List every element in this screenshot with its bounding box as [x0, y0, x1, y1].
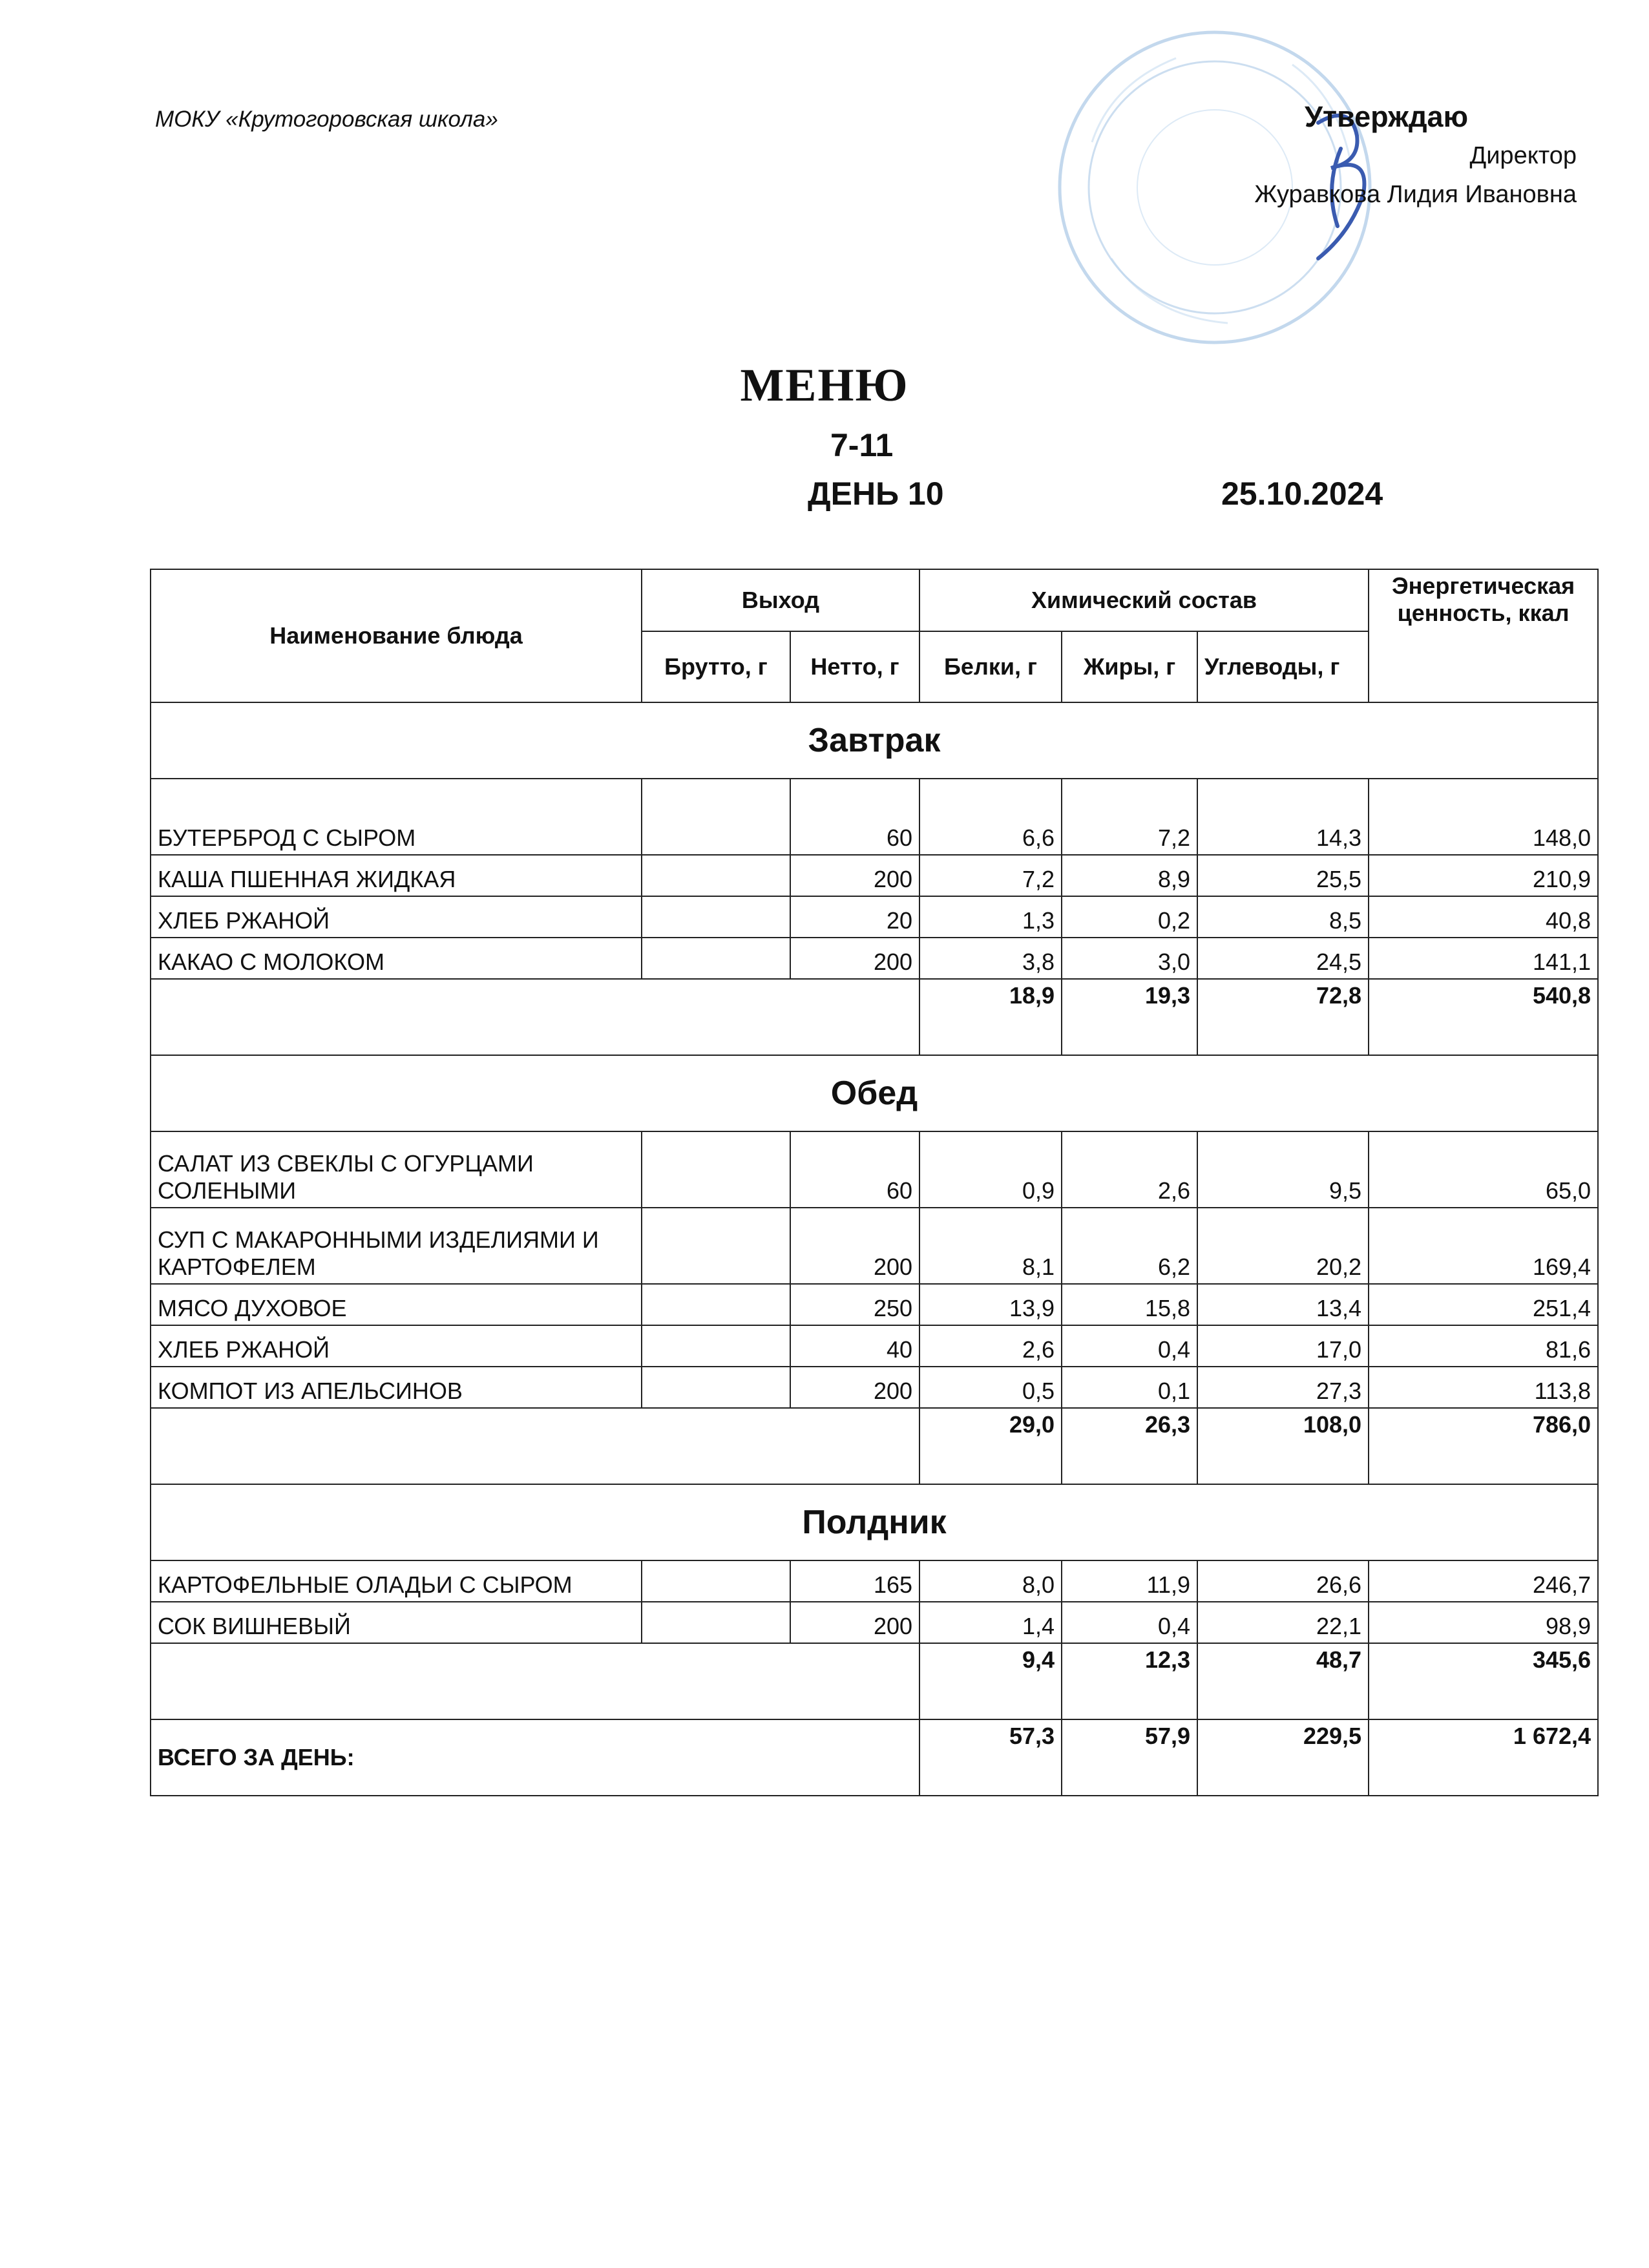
- carbs-cell: 17,0: [1197, 1325, 1369, 1367]
- energy-cell: 65,0: [1369, 1131, 1598, 1208]
- protein-cell: 2,6: [919, 1325, 1062, 1367]
- energy-cell: 210,9: [1369, 855, 1598, 896]
- energy-cell: 148,0: [1369, 779, 1598, 855]
- dish-name: СОК ВИШНЕВЫЙ: [151, 1602, 642, 1643]
- brutto-cell: [642, 1284, 790, 1325]
- director-role: Директор: [1469, 142, 1577, 169]
- brutto-cell: [642, 896, 790, 938]
- netto-cell: 165: [790, 1560, 919, 1602]
- header-chemical: Химический состав: [919, 569, 1369, 631]
- header-fat: Жиры, г: [1062, 631, 1197, 702]
- netto-cell: 20: [790, 896, 919, 938]
- dish-name: ХЛЕБ РЖАНОЙ: [151, 896, 642, 938]
- brutto-cell: [642, 1560, 790, 1602]
- brutto-cell: [642, 938, 790, 979]
- protein-cell: 13,9: [919, 1284, 1062, 1325]
- brutto-cell: [642, 1367, 790, 1408]
- table-row: [151, 1208, 1598, 1284]
- total-label: [151, 1408, 919, 1484]
- protein-cell: 1,4: [919, 1602, 1062, 1643]
- fat-cell: 0,4: [1062, 1325, 1197, 1367]
- menu-date: 25.10.2024: [1221, 476, 1383, 512]
- energy-cell: 40,8: [1369, 896, 1598, 938]
- table-row: [151, 1325, 1598, 1367]
- section-row: [151, 702, 1598, 779]
- dish-name: СУП С МАКАРОННЫМИ ИЗДЕЛИЯМИ И КАРТОФЕЛЕМ: [151, 1208, 642, 1284]
- dish-name: ХЛЕБ РЖАНОЙ: [151, 1325, 642, 1367]
- netto-cell: 200: [790, 1367, 919, 1408]
- header-netto: Нетто, г: [790, 631, 919, 702]
- netto-cell: 40: [790, 1325, 919, 1367]
- table-row: [151, 896, 1598, 938]
- energy-cell: 98,9: [1369, 1602, 1598, 1643]
- section-row: [151, 1055, 1598, 1131]
- dish-name: КОМПОТ ИЗ АПЕЛЬСИНОВ: [151, 1367, 642, 1408]
- menu-table: [150, 569, 1599, 1796]
- netto-cell: 60: [790, 779, 919, 855]
- brutto-cell: [642, 779, 790, 855]
- approval-label: Утверждаю: [1305, 100, 1468, 133]
- netto-cell: 60: [790, 1131, 919, 1208]
- total-protein: 9,4: [919, 1643, 1062, 1719]
- table-row: [151, 855, 1598, 896]
- day-total-carbs: 229,5: [1197, 1719, 1369, 1796]
- table-row: [151, 1284, 1598, 1325]
- total-fat: 26,3: [1062, 1408, 1197, 1484]
- carbs-cell: 13,4: [1197, 1284, 1369, 1325]
- total-protein: 18,9: [919, 979, 1062, 1055]
- carbs-cell: 14,3: [1197, 779, 1369, 855]
- brutto-cell: [642, 855, 790, 896]
- netto-cell: 250: [790, 1284, 919, 1325]
- header-energy: Энергетическая ценность, ккал: [1369, 569, 1598, 702]
- netto-cell: 200: [790, 1602, 919, 1643]
- energy-cell: 113,8: [1369, 1367, 1598, 1408]
- director-name: Журавкова Лидия Ивановна: [1254, 181, 1577, 208]
- header-carbs: Углеводы, г: [1197, 631, 1369, 702]
- energy-cell: 141,1: [1369, 938, 1598, 979]
- section-title: Завтрак: [151, 702, 1598, 779]
- fat-cell: 6,2: [1062, 1208, 1197, 1284]
- table-row: [151, 1131, 1598, 1208]
- carbs-cell: 27,3: [1197, 1367, 1369, 1408]
- dish-name: КАША ПШЕННАЯ ЖИДКАЯ: [151, 855, 642, 896]
- netto-cell: 200: [790, 1208, 919, 1284]
- table-row: [151, 1367, 1598, 1408]
- total-carbs: 72,8: [1197, 979, 1369, 1055]
- carbs-cell: 26,6: [1197, 1560, 1369, 1602]
- age-group: 7-11: [830, 427, 894, 463]
- netto-cell: 200: [790, 855, 919, 896]
- section-total-row: [151, 1408, 1598, 1484]
- total-protein: 29,0: [919, 1408, 1062, 1484]
- table-body: [151, 702, 1598, 1796]
- energy-cell: 251,4: [1369, 1284, 1598, 1325]
- energy-cell: 246,7: [1369, 1560, 1598, 1602]
- fat-cell: 8,9: [1062, 855, 1197, 896]
- fat-cell: 11,9: [1062, 1560, 1197, 1602]
- total-label: [151, 1643, 919, 1719]
- fat-cell: 7,2: [1062, 779, 1197, 855]
- carbs-cell: 8,5: [1197, 896, 1369, 938]
- brutto-cell: [642, 1325, 790, 1367]
- header-output: Выход: [642, 569, 919, 631]
- protein-cell: 3,8: [919, 938, 1062, 979]
- energy-cell: 81,6: [1369, 1325, 1598, 1367]
- organization-name: МОКУ «Крутогоровская школа»: [155, 107, 498, 132]
- section-row: [151, 1484, 1598, 1560]
- protein-cell: 0,5: [919, 1367, 1062, 1408]
- dish-name: КАРТОФЕЛЬНЫЕ ОЛАДЬИ С СЫРОМ: [151, 1560, 642, 1602]
- header-protein: Белки, г: [919, 631, 1062, 702]
- fat-cell: 0,1: [1062, 1367, 1197, 1408]
- total-energy: 345,6: [1369, 1643, 1598, 1719]
- fat-cell: 2,6: [1062, 1131, 1197, 1208]
- protein-cell: 7,2: [919, 855, 1062, 896]
- dish-name: КАКАО С МОЛОКОМ: [151, 938, 642, 979]
- total-energy: 786,0: [1369, 1408, 1598, 1484]
- total-fat: 12,3: [1062, 1643, 1197, 1719]
- brutto-cell: [642, 1208, 790, 1284]
- fat-cell: 15,8: [1062, 1284, 1197, 1325]
- carbs-cell: 22,1: [1197, 1602, 1369, 1643]
- total-label: [151, 979, 919, 1055]
- fat-cell: 0,4: [1062, 1602, 1197, 1643]
- protein-cell: 8,1: [919, 1208, 1062, 1284]
- day-total-protein: 57,3: [919, 1719, 1062, 1796]
- day-total-fat: 57,9: [1062, 1719, 1197, 1796]
- protein-cell: 6,6: [919, 779, 1062, 855]
- fat-cell: 0,2: [1062, 896, 1197, 938]
- table-row: [151, 779, 1598, 855]
- carbs-cell: 25,5: [1197, 855, 1369, 896]
- fat-cell: 3,0: [1062, 938, 1197, 979]
- total-carbs: 48,7: [1197, 1643, 1369, 1719]
- carbs-cell: 20,2: [1197, 1208, 1369, 1284]
- protein-cell: 0,9: [919, 1131, 1062, 1208]
- brutto-cell: [642, 1131, 790, 1208]
- header-dish-name: Наименование блюда: [151, 569, 642, 702]
- protein-cell: 8,0: [919, 1560, 1062, 1602]
- section-total-row: [151, 979, 1598, 1055]
- brutto-cell: [642, 1602, 790, 1643]
- carbs-cell: 24,5: [1197, 938, 1369, 979]
- netto-cell: 200: [790, 938, 919, 979]
- energy-cell: 169,4: [1369, 1208, 1598, 1284]
- day-label: ДЕНЬ 10: [808, 476, 944, 512]
- carbs-cell: 9,5: [1197, 1131, 1369, 1208]
- section-total-row: [151, 1643, 1598, 1719]
- total-carbs: 108,0: [1197, 1408, 1369, 1484]
- day-total-label: ВСЕГО ЗА ДЕНЬ:: [151, 1719, 919, 1796]
- day-total-energy: 1 672,4: [1369, 1719, 1598, 1796]
- page-title: МЕНЮ: [740, 359, 909, 411]
- dish-name: САЛАТ ИЗ СВЕКЛЫ С ОГУРЦАМИ СОЛЕНЫМИ: [151, 1131, 642, 1208]
- dish-name: МЯСО ДУХОВОЕ: [151, 1284, 642, 1325]
- total-energy: 540,8: [1369, 979, 1598, 1055]
- section-title: Обед: [151, 1055, 1598, 1131]
- table-row: [151, 1602, 1598, 1643]
- table-row: [151, 938, 1598, 979]
- section-title: Полдник: [151, 1484, 1598, 1560]
- protein-cell: 1,3: [919, 896, 1062, 938]
- header-brutto: Брутто, г: [642, 631, 790, 702]
- day-total-row: [151, 1719, 1598, 1796]
- table-row: [151, 1560, 1598, 1602]
- total-fat: 19,3: [1062, 979, 1197, 1055]
- dish-name: БУТЕРБРОД С СЫРОМ: [151, 779, 642, 855]
